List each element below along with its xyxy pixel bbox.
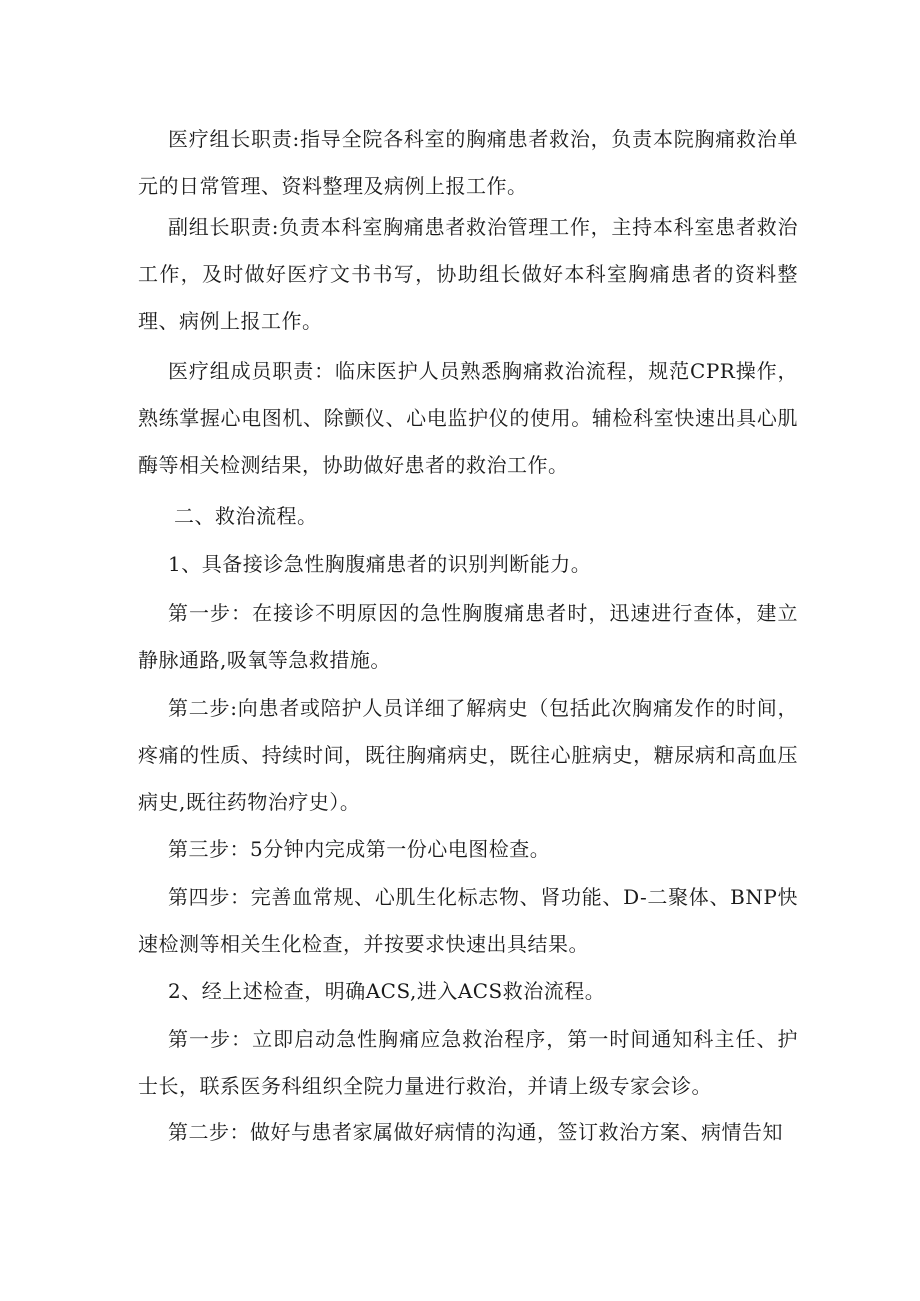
paragraph-step-2b: 第二步：做好与患者家属做好病情的沟通，签订救治方案、病情告知: [168, 1120, 783, 1144]
paragraph-item-2: 2、经上述检查，明确ACS,进入ACS救治流程。: [168, 979, 606, 1003]
section-heading-treatment-process: 二、救治流程。: [174, 504, 318, 528]
paragraph-step-1b: 第一步：立即启动急性胸痛应急救治程序，第一时间通知科主任、护士长，联系医务科组织全院力量进行救治，并请上级专家会诊。: [138, 1027, 798, 1098]
paragraph-item-1: 1、具备接诊急性胸腹痛患者的识别判断能力。: [168, 552, 592, 576]
paragraph-deputy-leader-duties: 副组长职责:负责本科室胸痛患者救治管理工作，主持本科室患者救治工作，及时做好医疗文书书写，协助组长做好本科室胸痛患者的资料整理、病例上报工作。: [138, 215, 798, 333]
paragraph-step-3a: 第三步：5分钟内完成第一份心电图检查。: [168, 837, 551, 861]
paragraph-team-leader-duties: 医疗组长职责:指导全院各科室的胸痛患者救治，负责本院胸痛救治单元的日常管理、资料整理及病例上报工作。: [138, 127, 798, 198]
paragraph-step-2a: 第二步:向患者或陪护人员详细了解病史（包括此次胸痛发作的时间，疼痛的性质、持续时间，既往胸痛病史，既往心脏病史，糖尿病和高血压病史,既往药物治疗史）。: [138, 696, 798, 814]
paragraph-team-member-duties: 医疗组成员职责：临床医护人员熟悉胸痛救治流程，规范CPR操作，熟练掌握心电图机、除颤仪、心电监护仪的使用。辅检科室快速出具心肌酶等相关检测结果，协助做好患者的救治工作。: [138, 359, 798, 477]
paragraph-step-1a: 第一步：在接诊不明原因的急性胸腹痛患者时，迅速进行查体，建立静脉通路,吸氧等急救措施。: [138, 601, 798, 672]
paragraph-step-4a: 第四步：完善血常规、心肌生化标志物、肾功能、D-二聚体、BNP快速检测等相关生化检查，并按要求快速出具结果。: [138, 885, 798, 956]
